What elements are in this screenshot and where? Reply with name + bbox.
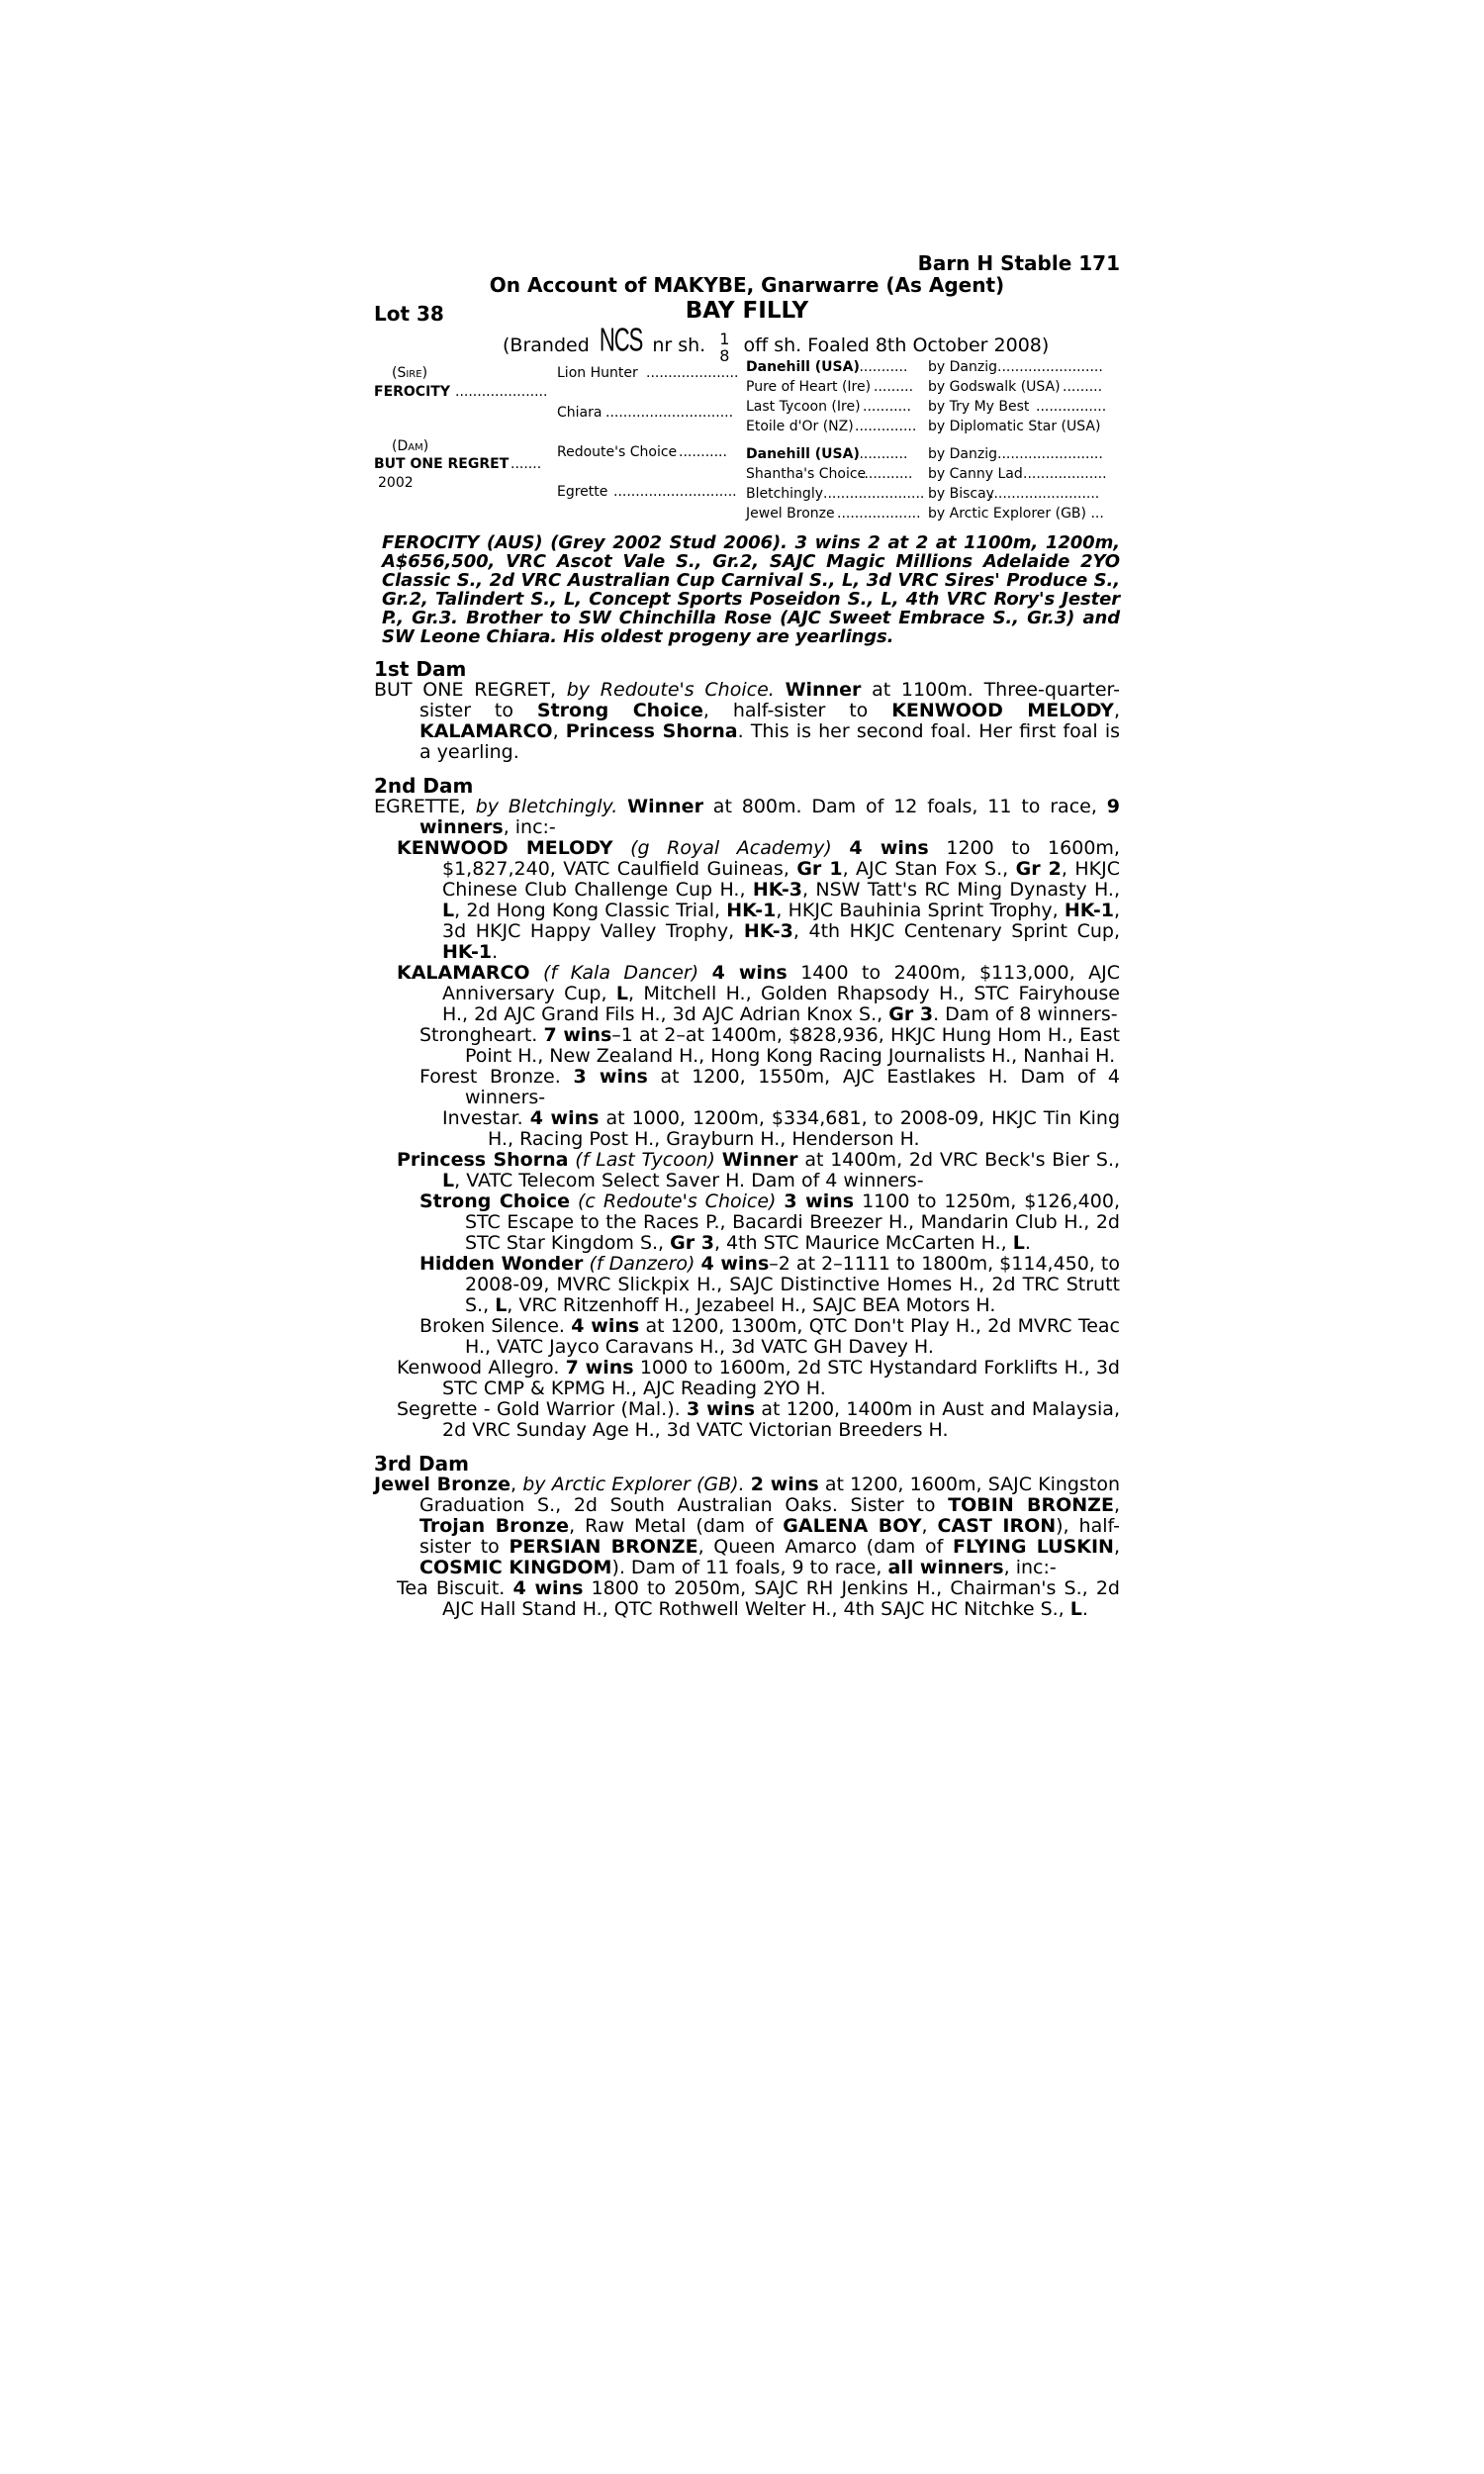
progeny-tea-biscuit: [374, 1578, 1120, 1620]
relative-name: GALENA BOY: [783, 1515, 922, 1537]
progeny-name: Princess Shorna: [397, 1149, 569, 1171]
progeny-name: KALAMARCO: [397, 962, 530, 984]
wins-text: 2 wins: [750, 1474, 819, 1495]
race-text: at 1400m, 2d VRC Beck's Bier S.,: [804, 1149, 1121, 1171]
race-text: , 4th HKJC Centenary Sprint Cup,: [792, 920, 1120, 942]
progeny-name: Broken Silence.: [419, 1315, 565, 1337]
progeny-kenwood-allegro: [374, 1358, 1120, 1399]
progeny-princess-shorna: [374, 1150, 1120, 1191]
winners-text: 9 winners: [419, 796, 1120, 838]
race-text: –2 at 2–1111 to 1800m, $114,450, to 2008-09, MVRC Slickpix H., SAJC Distinctive Homes H., 2d TRC Strutt S.,: [465, 1253, 1121, 1316]
grade-text: L: [615, 983, 628, 1004]
grade-text: HK-3: [752, 879, 802, 901]
wins-text: 7 wins: [565, 1357, 634, 1379]
progeny-name: Strongheart.: [419, 1024, 538, 1046]
wins-text: 7 wins: [543, 1024, 612, 1046]
race-text: , Raw Metal (dam of: [569, 1515, 774, 1537]
wins-text: 4 wins: [849, 837, 929, 859]
race-text: 1400 to 2400m, $113,000, AJC Anniversary Cup,: [442, 962, 1120, 1004]
sire-of-ancestor-4: by Diplomatic Star (USA): [928, 419, 1101, 434]
separator: ,: [552, 720, 559, 742]
relative-name: PERSIAN BRONZE: [509, 1536, 698, 1558]
race-text: at 1200, 1300m, QTC Don't Play H., 2d MVRC Teac H., VATC Jayco Caravans H., 3d VATC GH Davey H.: [465, 1315, 1120, 1358]
catalogue-page: [374, 252, 1120, 1620]
wins-text: 4 wins: [571, 1315, 640, 1337]
progeny-name: Tea Biscuit.: [397, 1577, 506, 1599]
race-text: , Queen Amarco (dam of: [697, 1536, 944, 1558]
progeny-kenwood-melody: [374, 838, 1120, 963]
race-text: .: [1024, 1232, 1031, 1254]
wins-text: 4 wins: [700, 1253, 770, 1275]
race-text: , Mitchell H., Golden Rhapsody H., STC Fairyhouse H., 2d AJC Grand Fils H., 3d AJC Adrian Knox S.,: [442, 983, 1120, 1025]
dam-name-text: EGRETTE,: [374, 796, 466, 817]
race-text: .: [492, 941, 499, 963]
fraction-denominator: 8: [719, 346, 730, 365]
grade-text: Gr 3: [888, 1003, 934, 1025]
progeny-sire: (f Last Tycoon): [575, 1149, 715, 1171]
dam-name-text: BUT ONE REGRET,: [374, 679, 556, 701]
grade-text: Gr 1: [796, 858, 843, 880]
ancestor-3: Last Tycoon (Ire): [746, 399, 861, 415]
sire-of-ancestor-8: by Arctic Explorer (GB) ...: [928, 506, 1104, 522]
wins-text: Winner: [721, 1149, 798, 1171]
grade-text: HK-3: [743, 920, 793, 942]
progeny-name: Hidden Wonder: [419, 1253, 584, 1275]
race-text: at 800m. Dam of 12 foals, 11 to race,: [712, 796, 1097, 817]
grade-text: L: [1069, 1598, 1082, 1620]
ancestor-4: Etoile d'Or (NZ): [746, 419, 854, 434]
progeny-segrette: [374, 1399, 1120, 1441]
brand-mid: nr sh.: [652, 334, 706, 356]
race-text: , 4th STC Maurice McCarten H.,: [713, 1232, 1007, 1254]
wins-text: 3 wins: [687, 1398, 755, 1420]
relative-name: Strong Choice: [536, 700, 703, 721]
progeny-sire: (f Danzero): [589, 1253, 696, 1275]
ancestor-7: Bletchingly: [746, 486, 823, 502]
race-text: , HKJC Chinese Club Challenge Cup H.,: [442, 858, 1121, 901]
grade-text: L: [442, 1170, 455, 1191]
race-text: at 1200, 1550m, AJC Eastlakes H. Dam of 4 winners-: [465, 1066, 1120, 1108]
sire-of-ancestor-1: by Danzig: [928, 359, 997, 375]
progeny-name: Kenwood Allegro.: [397, 1357, 560, 1379]
grade-text: L: [1012, 1232, 1025, 1254]
race-text: , VRC Ritzenhoff H., Jezabeel H., SAJC BEA Motors H.: [507, 1294, 996, 1316]
progeny-investar: [374, 1108, 1120, 1150]
grade-text: HK-1: [1064, 900, 1114, 921]
relative-name: Princess Shorna: [565, 720, 738, 742]
wins-text: 3 wins: [784, 1190, 855, 1212]
relative-name: TOBIN BRONZE: [948, 1494, 1114, 1516]
brand-mark: NCS: [599, 321, 643, 358]
third-dam-entry: [374, 1475, 1120, 1578]
progeny-strong-choice: [374, 1191, 1120, 1254]
race-text: ). Dam of 11 foals, 9 to race,: [611, 1557, 882, 1578]
grade-text: Gr 2: [1015, 858, 1062, 880]
progeny-name: Investar.: [442, 1107, 523, 1129]
race-text: , AJC Stan Fox S.,: [842, 858, 1009, 880]
race-text: ), half-sister to: [419, 1515, 1121, 1558]
sire-of-ancestor-5: by Danzig: [928, 446, 997, 462]
pedigree-table: (Sire) FEROCITY ..................... (Dam) BUT ONE REGRET ....... 2002 Lion Hunter ..................... Chiara ............................. Redoute's Choice ........... Egrette ............................ Danehill (USA) ............ Pure of Heart (Ire) ......... Last Tycoon (Ire) ........... Etoile d'Or (NZ) .............. Danehill (USA) ............ Shantha's Choice ............ Bletchingly ....................... Jewel Bronze ................... by Danzig ........................ by Godswalk (USA) ......... by Try My Best ................ by Diplomatic Star (USA) by Danzig ........................ by Canny Lad ................... by Biscay ......................... by Arctic Explorer (GB) ...: [374, 359, 1107, 522]
race-text: at 1200, 1400m in Aust and Malaysia, 2d VRC Sunday Age H., 3d VATC Victorian Breeders H.: [442, 1398, 1120, 1441]
wins-text: 4 wins: [711, 962, 788, 984]
race-text: 1000 to 1600m, 2d STC Hystandard Forklifts H., 3d STC CMP & KPMG H., AJC Reading 2YO H.: [442, 1357, 1120, 1399]
relative-name: KENWOOD MELODY: [891, 700, 1114, 721]
progeny-name: Strong Choice: [419, 1190, 571, 1212]
ancestor-8: Jewel Bronze: [746, 506, 835, 522]
sire-of-ancestor-3: by Try My Best: [928, 399, 1030, 415]
first-dam-entry: [374, 680, 1120, 763]
relative-name: CAST IRON: [937, 1515, 1057, 1537]
granddam-egrette: Egrette: [557, 484, 608, 500]
dam-year: 2002: [378, 475, 414, 491]
sire-summary: FEROCITY (AUS) (Grey 2002 Stud 2006). 3 wins 2 at 2 at 1100m, 1200m, A$656,500, VRC Ascot Vale S., Gr.2, SAJC Magic Millions Adelaide 2YO Classic S., 2d VRC Australian Cup Carnival S., L, 3d VRC Sires' Produce S., Gr.2, Talindert S., L, Concept Sports Poseidon S., L, 4th VRC Rory's Jester P., Gr.3. Brother to SW Chinchilla Rose (AJC Sweet Embrace S., Gr.3) and SW Leone Chiara. His oldest progeny are yearlings.: [382, 532, 1120, 647]
brand-suffix: off sh. Foaled 8th October 2008): [743, 334, 1050, 356]
grandsire-lion-hunter: Lion Hunter: [557, 365, 638, 381]
race-text: , HKJC Bauhinia Sprint Trophy,: [776, 900, 1059, 921]
separator: ,: [921, 1515, 928, 1537]
wins-text: 4 wins: [512, 1577, 584, 1599]
first-dam-heading: 1st Dam: [374, 657, 467, 681]
ancestor-6: Shantha's Choice: [746, 466, 867, 482]
brand-prefix: (Branded: [503, 334, 590, 356]
progeny-kalamarco: [374, 963, 1120, 1025]
race-text: at 1100m. Three-quarter-sister to: [419, 679, 1120, 721]
foal-note: . This is her second foal. Her first foal is a yearling.: [419, 720, 1121, 763]
dam-sire-text: by Redoute's Choice.: [566, 679, 775, 701]
progeny-name: Segrette - Gold Warrior (Mal.).: [397, 1398, 681, 1420]
fraction-numerator: 1: [719, 330, 730, 348]
ancestor-5: Danehill (USA): [746, 446, 860, 462]
grade-text: L: [495, 1294, 508, 1316]
race-text: 1800 to 2050m, SAJC RH Jenkins H., Chairman's S., 2d AJC Hall Stand H., QTC Rothwell Welter H., 4th SAJC HC Nitchke S.,: [442, 1577, 1120, 1620]
race-text: .: [1081, 1598, 1088, 1620]
barn-stable: Barn H Stable 171: [917, 251, 1120, 275]
ancestor-1: Danehill (USA): [746, 359, 860, 375]
progeny-broken-silence: [374, 1316, 1120, 1358]
damsire-redoutes-choice: Redoute's Choice: [557, 444, 678, 460]
progeny-name: Forest Bronze.: [419, 1066, 561, 1088]
sire-of-ancestor-7: by Biscay: [928, 486, 994, 502]
grade-text: HK-1: [442, 941, 493, 963]
dam-name: BUT ONE REGRET: [374, 456, 510, 472]
wins-text: 4 wins: [529, 1107, 600, 1129]
sire-name: FEROCITY: [374, 384, 450, 400]
second-dam-heading: 2nd Dam: [374, 774, 474, 798]
relative-name: KALAMARCO: [419, 720, 553, 742]
relative-name: FLYING LUSKIN: [953, 1536, 1114, 1558]
separator: ,: [1113, 1494, 1120, 1516]
race-text: , 3d HKJC Happy Valley Trophy,: [442, 900, 1120, 942]
relative-name: Trojan Bronze: [419, 1515, 570, 1537]
third-dam-heading: 3rd Dam: [374, 1452, 469, 1475]
grade-text: HK-1: [726, 900, 777, 921]
progeny-sire: (c Redoute's Choice): [578, 1190, 777, 1212]
ancestor-2: Pure of Heart (Ire): [746, 379, 872, 395]
relation-text: , half-sister to: [702, 700, 869, 721]
lot-number: Lot 38: [374, 302, 444, 326]
race-text: , VATC Telecom Select Saver H. Dam of 4 winners-: [454, 1170, 924, 1191]
progeny-sire: (f Kala Dancer): [543, 962, 699, 984]
wins-text: Winner: [785, 679, 862, 701]
separator: ,: [1113, 700, 1120, 721]
race-text: at 1200, 1600m, SAJC Kingston Graduation S., 2d South Australian Oaks. Sister to: [419, 1474, 1120, 1516]
sire-of-ancestor-2: by Godswalk (USA): [928, 379, 1061, 395]
wins-text: 3 wins: [573, 1066, 648, 1088]
grade-text: Gr 3: [670, 1232, 714, 1254]
dam-sire-text: by Bletchingly.: [475, 796, 618, 817]
race-text: , inc:-: [503, 816, 556, 838]
progeny-sire: (g Royal Academy): [630, 837, 832, 859]
dam-name-text: Jewel Bronze: [374, 1474, 511, 1495]
progeny-strongheart: [374, 1025, 1120, 1067]
grade-text: L: [442, 900, 455, 921]
second-dam-entry: [374, 797, 1120, 838]
race-text: 1100 to 1250m, $126,400, STC Escape to the Races P., Bacardi Breezer H., Mandarin Club H., 2d STC Star Kingdom S.,: [465, 1190, 1120, 1254]
separator: ,: [510, 1474, 517, 1495]
race-text: 1200 to 1600m, $1,827,240, VATC Caulfield Guineas,: [442, 837, 1120, 880]
race-text: . Dam of 8 winners-: [933, 1003, 1118, 1025]
horse-description: BAY FILLY: [685, 298, 809, 324]
winners-text: all winners: [887, 1557, 1004, 1578]
vendor-account: On Account of MAKYBE, Gnarwarre (As Agent): [489, 273, 1005, 297]
progeny-forest-bronze: [374, 1067, 1120, 1108]
granddam-chiara: Chiara: [557, 405, 603, 421]
progeny-name: KENWOOD MELODY: [397, 837, 613, 859]
race-text: at 1000, 1200m, $334,681, to 2008-09, HKJC Tin King H., Racing Post H., Grayburn H., Henderson H.: [488, 1107, 1120, 1150]
race-text: , inc:-: [1003, 1557, 1057, 1578]
relative-name: COSMIC KINGDOM: [419, 1557, 612, 1578]
sire-label: (Sire): [392, 365, 428, 381]
progeny-hidden-wonder: [374, 1254, 1120, 1316]
dam-label: (Dam): [392, 438, 429, 454]
race-text: , 2d Hong Kong Classic Trial,: [454, 900, 721, 921]
separator: ,: [1113, 1536, 1120, 1558]
wins-text: Winner: [627, 796, 703, 817]
race-text: , NSW Tatt's RC Ming Dynasty H.,: [801, 879, 1120, 901]
dam-sire-text: by Arctic Explorer (GB).: [522, 1474, 745, 1495]
lot-header: [374, 296, 1120, 365]
sire-of-ancestor-6: by Canny Lad: [928, 466, 1023, 482]
race-text: –1 at 2–at 1400m, $828,936, HKJC Hung Hom H., East Point H., New Zealand H., Hong Kong Racing Journalists H., Nanhai H.: [465, 1024, 1120, 1067]
